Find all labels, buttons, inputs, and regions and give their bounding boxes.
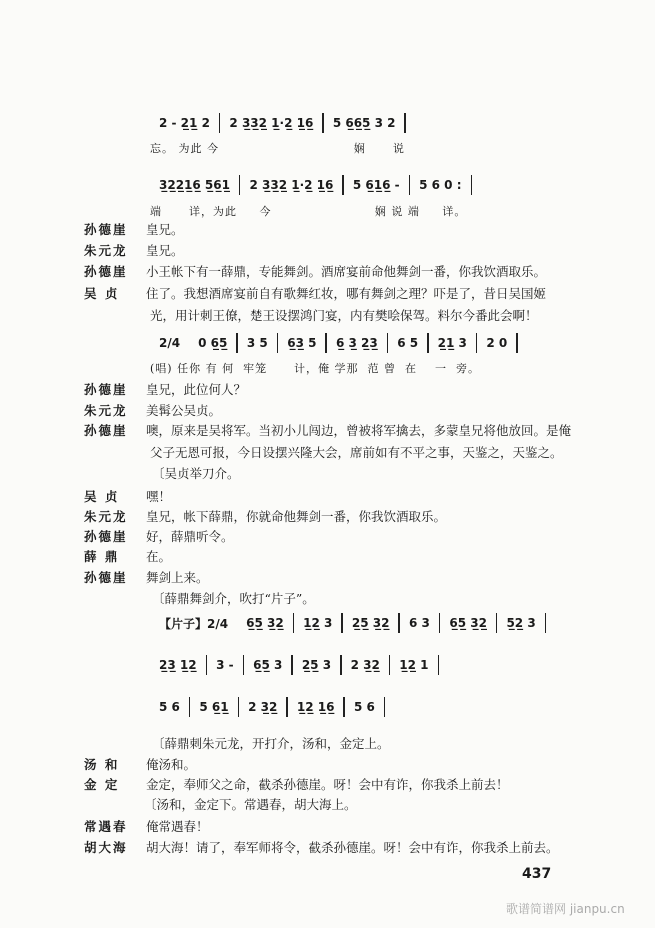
measure: 6̲ 3̲ 2̲3̲ (335, 336, 378, 350)
dialogue-line (84, 568, 209, 586)
speaker-name: 吴 贞 (84, 286, 120, 301)
bar-line (545, 613, 547, 633)
score-line (150, 113, 406, 133)
measure: 2 3̲2̲ (248, 700, 278, 714)
lyrics-line: 忘。 为此 今 娴 说 (150, 142, 405, 155)
measure: 2 3̲2̲ (350, 658, 380, 672)
score-line (150, 613, 546, 633)
score-line (150, 697, 385, 717)
measure: 5 6̲1̲ (199, 700, 229, 714)
dialogue-line (84, 775, 509, 793)
dialogue-text: 俺常遇春！ (146, 819, 209, 834)
dialogue-continuation: 父子无恩可报，今日设摆兴隆大会，席前如有不平之事，天鉴之，天鉴之。 (150, 445, 563, 460)
stage-direction: 〔薛鼎舞剑介，吹打“片子”。 (152, 591, 315, 606)
score-line (150, 655, 439, 675)
measure: 5̲2̲ 3 (506, 616, 536, 630)
measure: 5 6 (159, 700, 180, 714)
bar-line (384, 697, 386, 717)
measure: 2 0 (486, 336, 508, 350)
bar-line (438, 655, 440, 675)
measure: 2 3̲3̲2̲ 1̲·2̲ 1̲6̲ (249, 178, 334, 192)
dialogue-text: 在。 (146, 549, 172, 564)
dialogue-line (84, 262, 546, 280)
dialogue-text: 小王帐下有一薛鼎，专能舞剑。酒席宴前命他舞剑一番，你我饮酒取乐。 (146, 264, 547, 279)
dialogue-text: 住了。我想酒席宴前自有歌舞红妆，哪有舞剑之理？吓是了，昔日吴国姬 (146, 286, 547, 301)
bar-line (471, 175, 473, 195)
speaker-name: 朱元龙 (84, 403, 128, 418)
watermark: 歌谱简谱网 jianpu.cn (506, 902, 625, 916)
measure: 6̲5̲ 3̲2̲ (246, 616, 284, 630)
dialogue-text: 皇兄。 (146, 222, 184, 237)
dialogue-text: 皇兄。 (146, 243, 184, 258)
speaker-name: 朱元龙 (84, 509, 128, 524)
stage-direction: 〔薛鼎刺朱元龙，开打介，汤和，金定上。 (152, 736, 390, 751)
dialogue-text: 皇兄，帐下薛鼎，你就命他舞剑一番，你我饮酒取乐。 (146, 509, 447, 524)
score-line (150, 175, 472, 195)
dialogue-continuation: 光，用计刺王僚，楚王设摆鸿门宴，内有樊哙保驾。料尔今番此会啊！ (150, 308, 538, 323)
measure: 3 - (216, 658, 234, 672)
dialogue-text: 皇兄，此位何人？ (146, 382, 247, 397)
speaker-name: 吴 贞 (84, 489, 120, 504)
speaker-name: 常遇春 (84, 819, 128, 834)
dialogue-line (84, 284, 546, 302)
dialogue-text: 美髯公吴贞。 (146, 403, 222, 418)
dialogue-text: 好，薛鼎听令。 (146, 529, 234, 544)
dialogue-line (84, 817, 209, 835)
measure: 5 6 0 : (419, 178, 462, 192)
measure: 2̲5̲ 3 (301, 658, 332, 672)
dialogue-line (84, 547, 171, 565)
speaker-name: 朱元龙 (84, 243, 128, 258)
speaker-name: 胡大海 (84, 840, 128, 855)
bar-line (516, 333, 518, 353)
dialogue-text: 噢，原来是吴将军。当初小儿闯边，曾被将军擒去，多蒙皇兄将他放回。是俺 (146, 423, 572, 438)
measure: 0 6̲5̲ (198, 336, 228, 350)
stage-direction: 〔汤和，金定下。常遇春，胡大海上。 (144, 797, 357, 812)
measure: 6̲5̲ 3̲2̲ (449, 616, 487, 630)
measure: 5 6̲1̲6̲ - (352, 178, 400, 192)
dialogue-line (84, 527, 234, 545)
lyrics-line: 端 详，为此 今 娴 说 端 详。 (150, 205, 467, 218)
dialogue-line (84, 487, 171, 505)
dialogue-line (84, 755, 196, 773)
dialogue-line (84, 380, 246, 398)
measure: 5 6 (353, 700, 375, 714)
measure: 6̲3̲ 5 (287, 336, 317, 350)
speaker-name: 孙德崖 (84, 382, 128, 397)
dialogue-text: 金定，奉师父之命，截杀孙德崖。呀！会中有诈，你我杀上前去！ (146, 777, 509, 792)
measure: 2̲5̲ 3̲2̲ (351, 616, 390, 630)
dialogue-line (84, 401, 221, 419)
page-number: 437 (522, 866, 552, 882)
speaker-name: 孙德崖 (84, 570, 128, 585)
speaker-name: 孙德崖 (84, 423, 128, 438)
measure: 1̲2̲ 3 (303, 616, 333, 630)
measure: 1̲2̲ 1̲6̲ (296, 700, 335, 714)
dialogue-text: 舞剑上来。 (146, 570, 209, 585)
bar-line (404, 113, 406, 133)
lyrics-line: (唱) 任你 有 何 牢笼 计，俺 学那 范 曾 在 一 旁。 (150, 362, 481, 375)
dialogue-line (84, 421, 571, 439)
speaker-name: 汤 和 (84, 757, 120, 772)
measure: 3̲2̲2̲1̲6̲ 5̲6̲1̲ (159, 178, 230, 192)
dialogue-text: 胡大海！请了，奉军师将令，截杀孙德崖。呀！会中有诈，你我杀上前去。 (146, 840, 559, 855)
dialogue-text: 俺汤和。 (146, 757, 197, 772)
measure: 6̲5̲ 3 (253, 658, 283, 672)
measure: 6 5 (397, 336, 419, 350)
score-prefix: 【片子】2/4 (159, 616, 229, 631)
score-line (150, 333, 518, 353)
dialogue-line (84, 838, 559, 856)
measure: 2̲1̲ 3 (437, 336, 467, 350)
measure: 2 - 2̲1̲ 2 (159, 116, 210, 130)
measure: 2̲3̲ 1̲2̲ (159, 658, 197, 672)
measure: 6 3 (408, 616, 430, 630)
dialogue-text: 嘿！ (146, 489, 172, 504)
speaker-name: 薛 鼎 (84, 549, 120, 564)
dialogue-line (84, 507, 446, 525)
score-prefix: 2/4 (159, 336, 181, 350)
speaker-name: 孙德崖 (84, 222, 128, 237)
stage-direction: 〔吴贞举刀介。 (152, 466, 240, 481)
dialogue-line (84, 241, 184, 259)
dialogue-line (84, 220, 184, 238)
speaker-name: 孙德崖 (84, 529, 128, 544)
measure: 1̲2̲ 1 (399, 658, 429, 672)
speaker-name: 金 定 (84, 777, 120, 792)
measure: 5 6̲6̲5̲ 3 2 (332, 116, 396, 130)
measure: 3 5 (246, 336, 268, 350)
speaker-name: 孙德崖 (84, 264, 128, 279)
measure: 2 3̲3̲2̲ 1̲·2̲ 1̲6̲ (229, 116, 314, 130)
